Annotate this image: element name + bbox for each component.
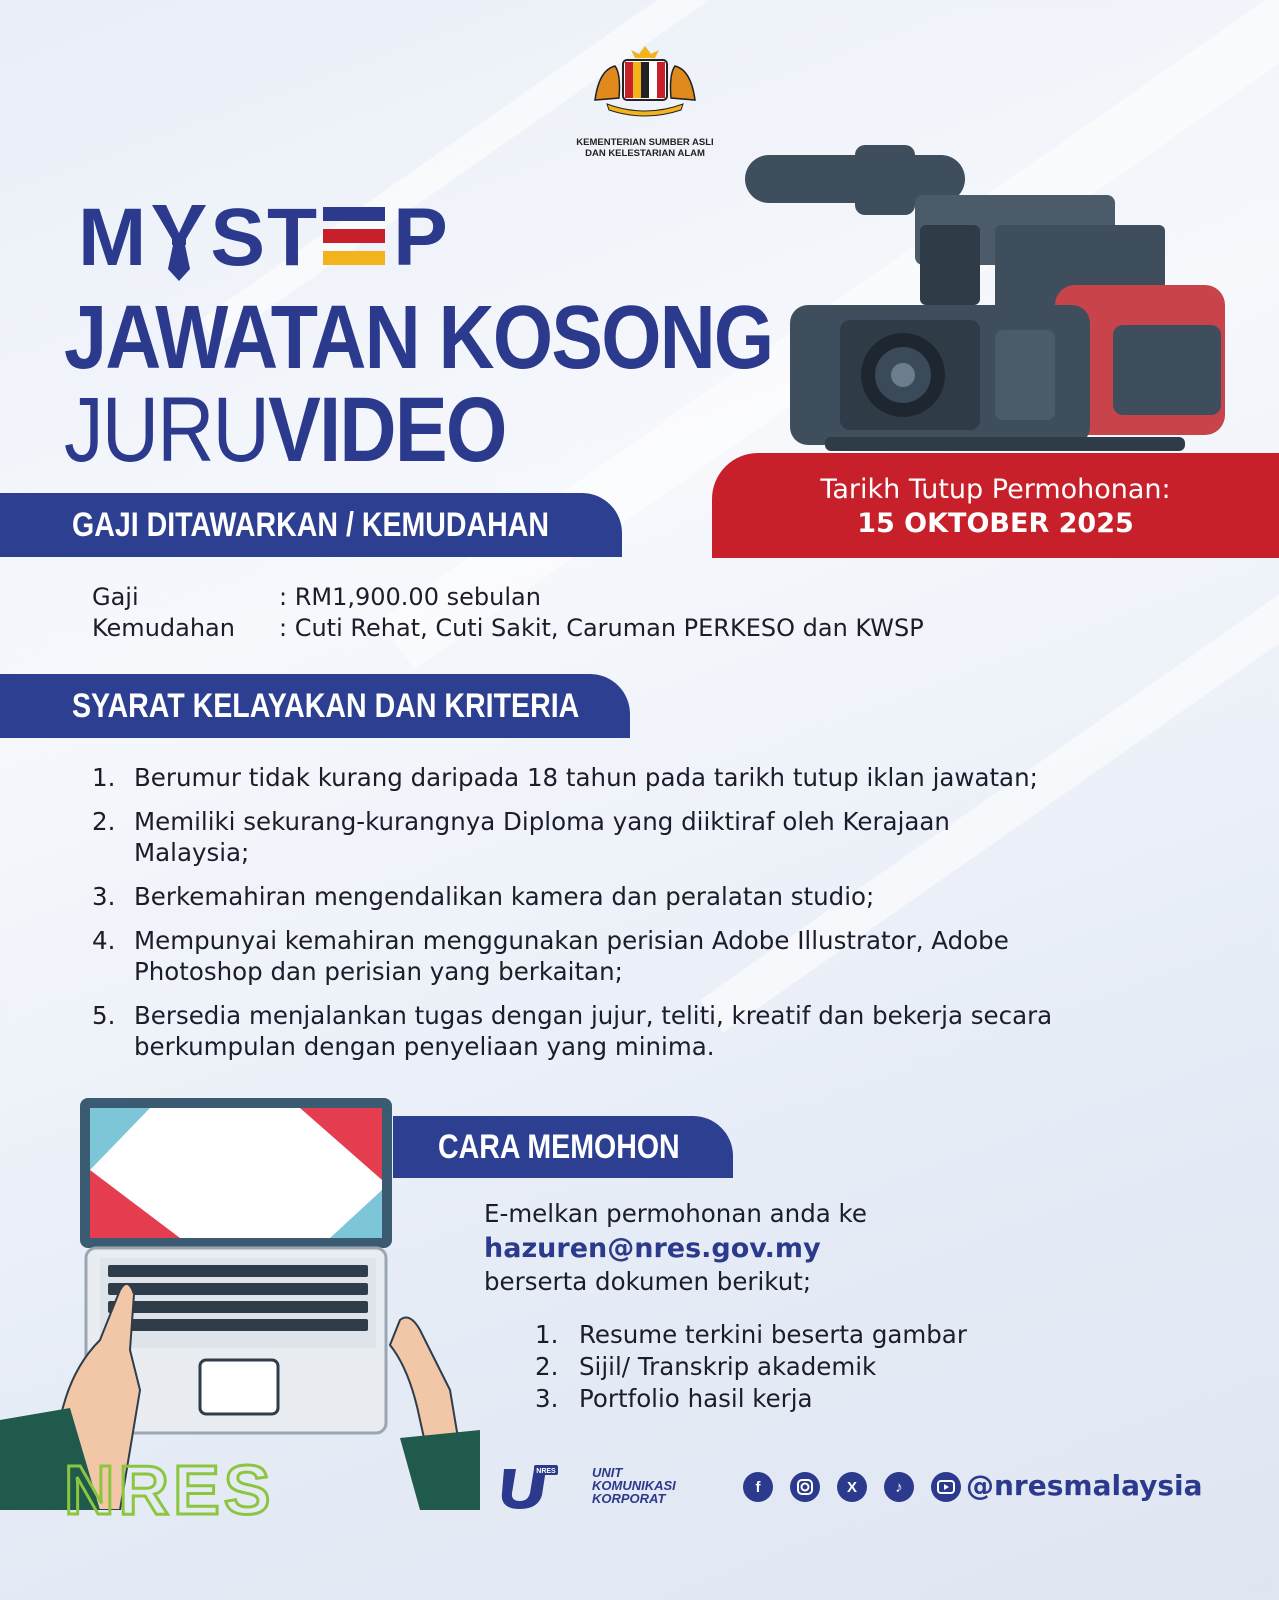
item-number: 2. [92, 807, 116, 836]
ministry-name [540, 137, 750, 159]
benefits-value: : Cuti Rehat, Cuti Sakit, Caruman PERKESO dan KWSP [279, 614, 924, 642]
salary-row [92, 582, 541, 612]
item-number: 5. [92, 1001, 116, 1030]
item-text: Bersedia menjalankan tugas dengan jujur, teliti, kreatif dan bekerja secara berkumpulan dengan penyeliaan yang minima. [134, 1001, 1053, 1061]
malaysia-coat-of-arms-logo [585, 40, 705, 120]
item-number: 2. [535, 1352, 559, 1381]
salary-value: : RM1,900.00 sebulan [279, 583, 541, 611]
list-item [535, 1351, 967, 1383]
mystep-logo [78, 193, 450, 283]
ukk-logo [498, 1463, 558, 1511]
requirements-heading-text: SYARAT KELAYAKAN DAN KRITERIA [72, 686, 580, 725]
youtube-icon[interactable] [931, 1472, 961, 1502]
apply-documents-intro: berserta dokumen berikut; [484, 1267, 812, 1296]
list-item [92, 881, 1172, 912]
item-text: Mempunyai kemahiran menggunakan perisian Adobe Illustrator, Adobe Photoshop dan perisian yang berkaitan; [134, 926, 1009, 986]
logo-letter-t: T [267, 192, 320, 283]
item-text: Sijil/ Transkrip akademik [579, 1352, 877, 1381]
logo-letter-s: S [210, 192, 268, 283]
x-icon[interactable]: X [837, 1472, 867, 1502]
salary-key: Gaji [92, 583, 139, 611]
requirements-list [92, 762, 1172, 1075]
closing-date: 15 OKTOBER 2025 [857, 508, 1134, 539]
item-number: 1. [535, 1320, 559, 1349]
tiktok-icon[interactable]: ♪ [884, 1472, 914, 1502]
list-item [92, 1000, 1172, 1062]
ukk-line-2: KOMUNIKASI [592, 1478, 676, 1493]
logo-letter-p: P [393, 192, 450, 283]
list-item [92, 806, 1172, 868]
apply-intro: E-melkan permohonan anda ke [484, 1199, 867, 1228]
necktie-y-icon [148, 193, 210, 283]
documents-list [535, 1319, 967, 1415]
social-handle[interactable]: @nresmalaysia [966, 1469, 1203, 1502]
list-item [92, 762, 1172, 793]
ukk-line-3: KORPORAT [592, 1491, 666, 1506]
list-item [92, 925, 1172, 987]
page-title-line-1: JAWATAN KOSONG [64, 288, 773, 388]
salary-section-heading [0, 493, 622, 557]
ministry-line-1: KEMENTERIAN SUMBER ASLI [576, 137, 714, 148]
ukk-badge-text: NRES [536, 1468, 556, 1475]
ministry-line-2: DAN KELESTARIAN ALAM [585, 148, 705, 159]
ukk-name [592, 1466, 676, 1505]
logo-letter-m: M [78, 192, 149, 283]
apply-heading-text: CARA MEMOHON [438, 1127, 680, 1166]
item-text: Berkemahiran mengendalikan kamera dan peralatan studio; [134, 882, 875, 911]
benefits-key: Kemudahan [92, 614, 235, 642]
instagram-icon[interactable] [790, 1472, 820, 1502]
list-item [535, 1319, 967, 1351]
nres-logo-text: NRES [64, 1452, 275, 1524]
item-text: Berumur tidak kurang daripada 18 tahun pada tarikh tutup iklan jawatan; [134, 763, 1038, 792]
item-number: 3. [92, 882, 116, 911]
title-juru: JURU [64, 379, 269, 481]
closing-label: Tarikh Tutup Permohonan: [820, 474, 1171, 505]
item-text: Memiliki sekurang-kurangnya Diploma yang diiktiraf oleh Kerajaan Malaysia; [134, 807, 950, 867]
benefits-row [92, 613, 924, 643]
item-text: Portfolio hasil kerja [579, 1384, 813, 1413]
item-text: Resume terkini beserta gambar [579, 1320, 967, 1349]
item-number: 1. [92, 763, 116, 792]
page-title-line-2 [64, 379, 506, 481]
title-video: VIDEO [268, 379, 506, 481]
item-number: 3. [535, 1384, 559, 1413]
closing-date-banner [712, 453, 1279, 558]
requirements-section-heading [0, 674, 630, 738]
apply-section-heading [393, 1116, 733, 1178]
video-camera-illustration [745, 145, 1230, 455]
apply-email-link[interactable]: hazuren@nres.gov.my [484, 1233, 821, 1264]
salary-heading-text: GAJI DITAWARKAN / KEMUDAHAN [72, 505, 550, 544]
list-item [535, 1383, 967, 1415]
facebook-icon[interactable]: f [743, 1472, 773, 1502]
ukk-line-1: UNIT [592, 1465, 623, 1480]
nres-logo [60, 1452, 275, 1524]
logo-letter-e-stripes [319, 193, 393, 283]
item-number: 4. [92, 926, 116, 955]
